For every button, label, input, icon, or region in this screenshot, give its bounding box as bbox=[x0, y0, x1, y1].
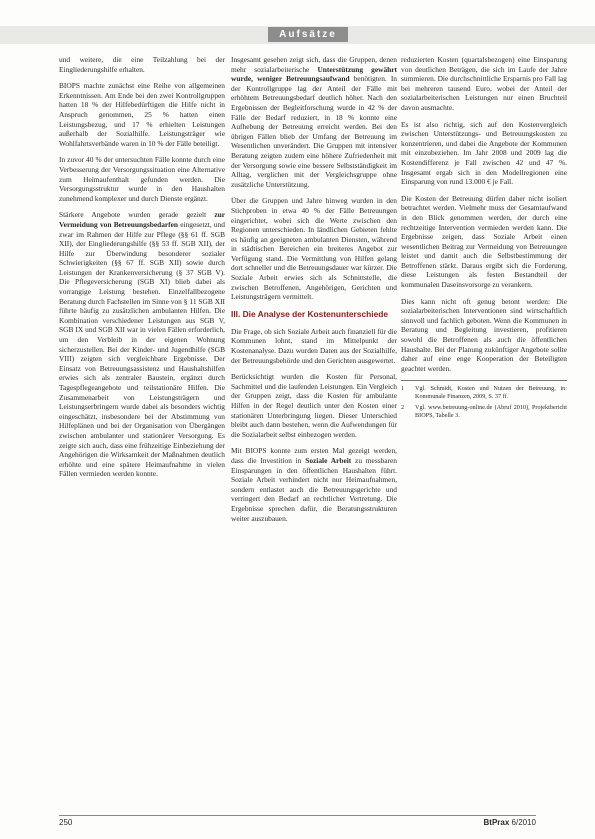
column-2 bbox=[231, 55, 397, 530]
paragraph: und weitere, die eine Teilzahlung bei der Eingliederungshilfe erhalten. bbox=[59, 55, 225, 74]
paragraph: reduzierten Kosten (quartalsbezogen) eine Einsparung von deutlichen Beträgen, die sich im Laufe der Jahre summieren. Die durchschnittliche Ersparnis pro Fall lag bei mehreren tausend Euro, wobei der Anteil der sozialarbeiterischen Leistungen nur einen Bruchteil davon ausmachte. bbox=[401, 55, 567, 112]
footnotes bbox=[401, 380, 567, 420]
footnote-number: 1 bbox=[401, 385, 405, 393]
section-label: Aufsätze bbox=[268, 27, 348, 42]
journal-brand: BtPrax bbox=[483, 818, 510, 827]
paragraph-lead: Stärkere Angebote wurden gerade gezielt bbox=[59, 210, 215, 220]
paragraph bbox=[231, 55, 397, 189]
paragraph-rest: zu messbaren Einsparungen in den öffentlichen Haushalten führt. Soziale Arbeit verhindert nicht nur Heimaufnahmen, sondern entlastet auch die Betreuungsgerichte und verringert den Bedarf an rechtlicher Vertretung. Die Ergebnisse sprechen dafür, die Beratungsstrukturen weiter auszubauen. bbox=[231, 455, 397, 523]
footer-rule bbox=[59, 815, 536, 816]
paragraph: Die Kosten der Betreuung dürfen daher nicht isoliert betrachtet werden. Vielmehr muss der Gesamtaufwand in den Blick genommen werden, der durch eine rechtzeitige Intervention vermieden werden kann. Die Ergebnisse zeigen, dass Soziale Arbeit einen wesentlichen Beitrag zur Vermeidung von Betreuungen leistet und damit auch die Selbstbestimmung der Betroffenen stärkt. Daraus ergibt sich die Forderung, diese Leistungen als festen Bestandteil der kommunalen Daseinsvorsorge zu verankern. bbox=[401, 193, 567, 290]
paragraph bbox=[231, 446, 397, 523]
paragraph: Berücksichtigt wurden die Kosten für Personal, Sachmittel und die laufenden Leistungen. Ein Vergleich der Gruppen zeigt, dass die Kosten für ambulante Hilfen in der Regel deutlich unter den Kosten einer stationären Unterbringung liegen. Dieser Unterschied bleibt auch dann bestehen, wenn die Aufwendungen für die Sozialarbeit selbst einbezogen werden. bbox=[231, 372, 397, 439]
paragraph bbox=[59, 210, 225, 479]
emphasis: zur Vermeidung von Betreuungsbedarfen bbox=[59, 210, 225, 229]
journal-reference bbox=[484, 818, 537, 827]
column-3 bbox=[401, 55, 567, 423]
footnote bbox=[401, 385, 567, 401]
page-number: 250 bbox=[59, 818, 73, 827]
footnote-text: Vgl. www.betreuung-online.de (Abruf 2010), Projektbericht BIOPS, Tabelle 3. bbox=[415, 404, 567, 420]
paragraph: In zuvor 40 % der untersuchten Fälle konnte durch eine Verbesserung der Versorgungssituation eine Alternative zum Heimaufenthalt gefunden werden. Die Versorgungsstruktur wurde in den Haushalten zunehmend komplexer und durch Dienste ergänzt. bbox=[59, 155, 225, 203]
paragraph: BIOPS machte zunächst eine Reihe von allgemeinen Erkenntnissen. Am Ende bei den zwei Kontrollgruppen hatten 18 % der Hilfebedürftigen die Hilfe nicht in Anspruch genommen, 25 % hatten einen Leistungsbezug, und 17 % erhielten Leistungen außerhalb der Sozialhilfe. Leistungsträger wie Wohlfahrtsverbände waren in 10 % der Fälle beteiligt. bbox=[59, 81, 225, 148]
paragraph-lead: Mit BIOPS konnte zum ersten Mal gezeigt werden, dass die Investition in bbox=[231, 446, 397, 465]
footnote-number: 2 bbox=[401, 404, 405, 412]
paragraph: Dies kann nicht oft genug betont werden: Die sozialarbeiterischen Interventionen sind wirtschaftlich sinnvoll und fachlich geboten. Wenn die Kommunen in Beratung und Begleitung investieren, profitieren sowohl die Betroffenen als auch die öffentlichen Haushalte. Bei der Planung zukünftiger Angebote sollte daher auf eine enge Kooperation der Beteiligten geachtet werden. bbox=[401, 296, 567, 373]
section-heading: III. Die Analyse der Kostenunterschiede bbox=[231, 308, 389, 319]
paragraph-rest: eingesetzt, und zwar im Rahmen der Hilfe zur Pflege (§§ 61 ff. SGB XII), der Eingliederungshilfe (§§ 53 ff. SGB XII), der Hilfe zur Überwindung besonderer sozialer Schwierigkeiten (§§ 67 ff. SGB XII) sowie durch Leistungen der Krankenversicherung (§ 37 SGB V). Die Pflegeversicherung (SGB XI) blieb dabei als vorrangige Leistung bestehen. Einzelfallbezogene Beratung durch Fachstellen im Sinne von § 11 SGB XII führte häufig zu zusätzlichen ambulanten Hilfen. Die Kombination verschiedener Leistungen aus SGB V, SGB IX und SGB XII war in vielen Fällen erforderlich, um den Verbleib in der eigenen Wohnung sicherzustellen. Bei der Kinder- und Jugendhilfe (SGB VIII) zeigten sich vergleichbare Ergebnisse. Der Einsatz von Betreuungsassistenz und Haushaltshilfen erwies sich als zentraler Baustein, ergänzt durch Tagespflegeangebote und teilstationäre Hilfen. Die Zusammenarbeit von Leistungsträgern und Leistungserbringern wurde dabei als besonders wichtig eingeschätzt, insbesondere bei der Abstimmung von Hilfeplänen und bei der Organisation von Übergängen zwischen ambulanter und stationärer Versorgung. Es zeigte sich auch, dass eine frühzeitige Einbeziehung der Angehörigen die Wirksamkeit der Maßnahmen deutlich erhöhte und eine spätere Heimaufnahme in vielen Fällen vermieden werden konnte. bbox=[59, 219, 225, 479]
paragraph-lead: Insgesamt gesehen zeigt sich, dass die Gruppen, denen mehr sozialarbeiterische bbox=[231, 55, 397, 74]
footnote bbox=[401, 404, 567, 420]
emphasis: Soziale Arbeit bbox=[305, 455, 352, 465]
column-1 bbox=[59, 55, 225, 486]
paragraph: Es ist also richtig, sich auf den Kostenvergleich zwischen Unterstützungs- und Betreuungskosten zu konzentrieren, und dabei die Angebote der Kommunen mit einzubeziehen. Im Jahr 2008 und 2009 lag die Kostendifferenz je Fall zwischen 42 und 47 %. Insgesamt ergab sich in den Modellregionen eine Einsparung von rund 13.000 € je Fall. bbox=[401, 119, 567, 187]
journal-issue: 6/2010 bbox=[511, 818, 536, 827]
paragraph: Über die Gruppen und Jahre hinweg wurden in den Stichproben in etwa 40 % der Fälle Betreuungen eingerichtet, wobei sich die Werte zwischen den Regionen unterschieden. In ländlichen Gebieten fehlte es häufig an geeigneten ambulanten Diensten, während in städtischen Bereichen ein breiteres Angebot zur Verfügung stand. Die Vermittlung von Hilfen gelang dort schneller und die Betreuungsdauer war kürzer. Die Soziale Arbeit erwies sich als Schnittstelle, die zwischen Betroffenen, Angehörigen, Gerichten und Leistungsträgern vermittelt. bbox=[231, 196, 397, 302]
paragraph-rest: benötigten. In der Kontrollgruppe lag der Anteil der Fälle mit erhöhtem Betreuungsbedarf deutlich höher. Nach den Ergebnissen der Begleitforschung wurde in 42 % der Fälle der Bedarf reduziert, in 18 % konnte eine Aufhebung der Betreuung erreicht werden. Bei den übrigen Fällen blieb der Umfang der Betreuung im Wesentlichen unverändert. Die Gruppen mit intensiver Beratung zeigten zudem eine höhere Zufriedenheit mit der Versorgung sowie eine bessere Selbstständigkeit im Alltag, verglichen mit der Vergleichsgruppe ohne zusätzliche Unterstützung. bbox=[231, 74, 397, 189]
emphasis: Unterstützung gewährt wurde, weniger Betreuungsaufwand bbox=[231, 64, 397, 84]
footnote-text: Vgl. Schmidt, Kosten und Nutzen der Betreuung, in: Kommunale Finanzen, 2009, S. 37 ff. bbox=[415, 385, 567, 401]
paragraph: Die Frage, ob sich Soziale Arbeit auch finanziell für die Kommunen lohnt, stand im Mittelpunkt der Kostenanalyse. Dazu wurden Daten aus der Sozialhilfe, der Betreuungsbehörde und den Gerichten ausgewertet. bbox=[231, 326, 397, 365]
